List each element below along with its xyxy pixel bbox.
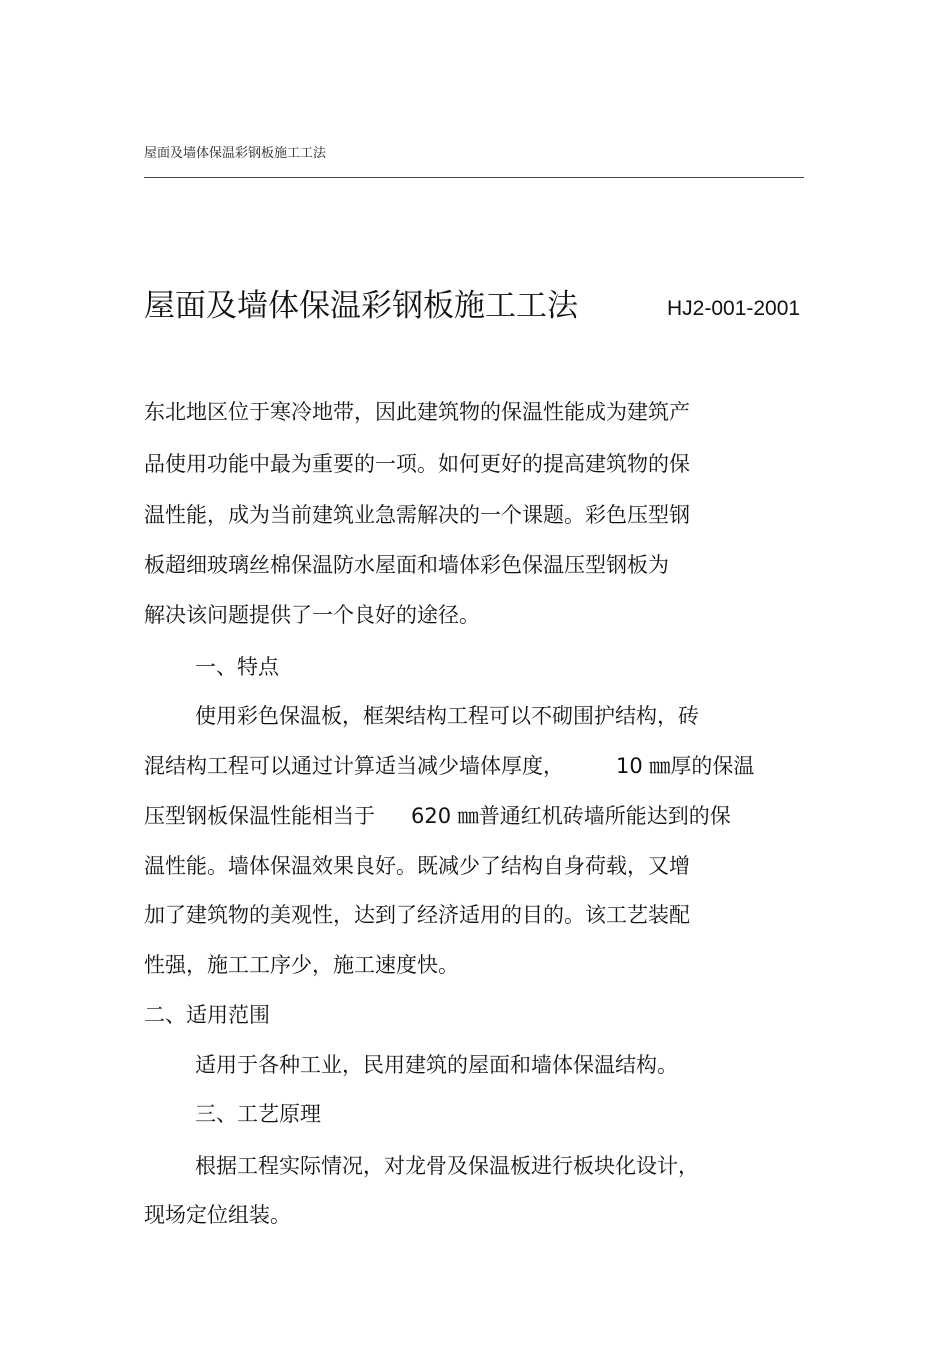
running-header: 屋面及墙体保温彩钢板施工工法: [144, 146, 327, 161]
document-title: 屋面及墙体保温彩钢板施工工法: [144, 288, 578, 324]
line-text: 压型钢板保温性能相当于: [144, 804, 375, 828]
intro-line: 品使用功能中最为重要的一项。如何更好的提高建筑物的保: [144, 452, 690, 476]
intro-line: 东北地区位于寒冷地带，因此建筑物的保温性能成为建筑产: [144, 400, 690, 424]
intro-line: 温性能，成为当前建筑业急需解决的一个课题。彩色压型钢: [144, 503, 690, 527]
paragraph-line: 使用彩色保温板，框架结构工程可以不砌围护结构，砖: [195, 704, 699, 728]
line-text: 620 ㎜普通红机砖墙所能达到的保: [411, 804, 731, 828]
section-heading: 一、特点: [195, 655, 279, 679]
line-text: 10 ㎜厚的保温: [616, 754, 755, 778]
paragraph-line: [144, 751, 754, 781]
section-heading: 二、适用范围: [144, 1003, 270, 1027]
paragraph-line: 性强，施工工序少，施工速度快。: [144, 953, 459, 977]
paragraph-line: 加了建筑物的美观性，达到了经济适用的目的。该工艺装配: [144, 903, 690, 927]
paragraph-line: [144, 801, 731, 831]
paragraph-line: 温性能。墙体保温效果良好。既减少了结构自身荷载，又增: [144, 854, 690, 878]
line-text: 混结构工程可以通过计算适当减少墙体厚度，: [144, 754, 564, 778]
intro-line: 板超细玻璃丝棉保温防水屋面和墙体彩色保温压型钢板为: [144, 553, 669, 577]
header-rule: [144, 177, 804, 178]
paragraph-line: 适用于各种工业，民用建筑的屋面和墙体保温结构。: [195, 1053, 678, 1077]
section-heading: 三、工艺原理: [195, 1102, 321, 1126]
paragraph-line: 现场定位组装。: [144, 1203, 291, 1227]
document-code: HJ2-001-2001: [667, 297, 801, 320]
intro-line: 解决该问题提供了一个良好的途径。: [144, 603, 480, 627]
paragraph-line: 根据工程实际情况，对龙骨及保温板进行板块化设计，: [195, 1154, 699, 1178]
